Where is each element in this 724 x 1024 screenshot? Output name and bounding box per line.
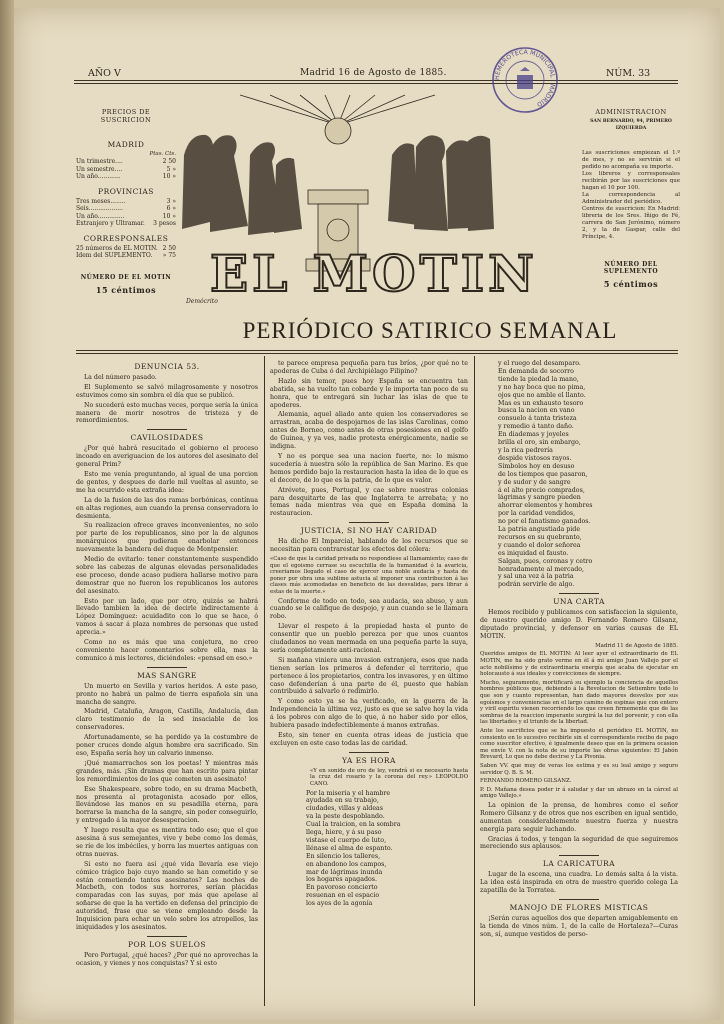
masthead-illustration [180,95,538,307]
admin-note: Los libreros y corresponsales recibirán por las suscriciones que hagan el 10 por 100. [582,171,680,191]
verse-line: en abandono los campos, [306,860,387,868]
heading-justicia: JUSTICIA, SI NO HAY CARIDAD [300,526,438,536]
verse-line: y no hay boca que no pima, [498,383,586,391]
sun-face-icon [325,118,351,144]
verse-line: Cual la traicion, en la sombra [306,821,401,829]
masthead-lettering [210,244,538,303]
heading-denuncia: DENUNCIA 53. [134,362,200,371]
price-row [76,245,176,253]
corresponsales-price-list [76,245,176,260]
manojo-text: ¡Serán curas aquellos dos que departen amigablemente en la tienda de vinos núm. 1, de la calle de Hortaleza?—Curas son, sí, aunque vestidos de perso- [480,914,678,938]
verse-line: podrán servirle de algo. [498,581,575,589]
carta-date: Madrid 11 de Agosto de 1885. [595,642,678,649]
price-value: 2 50 [162,244,176,252]
letter-paragraph: Ante los sacrificios que se ha impuesto el periódico EL MOTIN, no consiento en lo sucesivo recibirle sin el correspondiente recibo de pago como suscritor efectivo, é igualmente deseo que en la primera ocasion me envíe V. con la nota de su importe las obras siguientes: El Jabón Brevard, Lo que no debe decirse y La Pivonia. [480,727,678,761]
admin-note: Las suscriciones empiezan el 1.º de mes, y no se servirán si el pedido no acompaña su importe. [582,150,680,170]
header-rule-bottom [74,83,678,84]
column-2-continuation [270,360,468,518]
paragraph: No sucederá esto muchas veces, porque sería la única manera de morir nosotros de tristeza y de remordimientos. [76,401,258,425]
por-los-suelos-text [76,952,258,968]
verse-line: Símbolos hoy en desuso [498,462,575,470]
verse-line: y remedio á tanto daño. [498,423,574,431]
verse-line: En diademas y joyeles [498,431,569,439]
separator [147,667,187,668]
price-label: Un año.............. [76,212,125,220]
price-row [76,252,176,260]
mas-sangre-text [76,683,258,932]
heading-manojo: MANOJO DE FLORES MISTICAS [509,902,649,912]
page-title: PERIÓDICO SATIRICO SEMANAL [242,318,618,343]
header-number: NÚM. 33 [606,68,651,79]
paragraph: Madrid, Cataluña, Aragon, Castilla, Andalucía, dan claro testimonio de la sed insaciable de los conservadores. [76,708,258,732]
paragraph: Y luego resulta que es mentira todo eso; que el que asesina á sus semejantes, vive y bebe como los demás, se ríe de los imbéciles, y borra las muertes antiguas con otras nuevas. [76,827,258,858]
price-row [76,173,176,181]
paragraph: Alemania, aquel aliado ante quien los conservadores se arrastran, acaba de despojarnos de las islas Carolinas, como antes de Borneo, como antes de otras posesiones en el golfo de Guinea, y ya ves, nadie protesta enérgicamente, nadie se indigna. [270,411,468,451]
paragraph: Llevar el respeto á la propiedad hasta el punto de consentir que un pueblo perezca por que unos cuantos ciudadanos no vean mermada en una pequeña parte la suya, sería completamente anti-racional. [270,623,468,654]
price-value: 3 pesos [153,220,176,227]
price-value: 6 » [166,205,176,212]
paragraph: La de la fusion de las dos ramas borbónicas, contínua en altas regiones, aun cuando la prensa conservadora lo desmienta. [76,496,258,520]
price-label: Tres meses........ [76,197,126,205]
heading-la-caricatura: LA CARICATURA [542,859,616,869]
price-label: Un año............ [76,173,121,180]
letter-paragraph: Saben VV. que muy de veras los estima y es su leal amigo y seguro servidor Q. B. S. M. [480,762,678,776]
paragraph: Esto me venía preguntando, al igual de una porcion de gentes, y despues de darle mil vueltas al asunto, se me ha ocurrido esta extraña idea: [76,470,258,494]
prices-madrid: MADRID [107,140,145,149]
price-row [76,166,176,174]
heading-por-los-suelos: POR LOS SUELOS [127,939,207,949]
title-rule [76,350,678,351]
column-2 [270,360,468,908]
verse-line: por la caridad vendidos, [498,510,576,518]
paragraph: Y no es porque sea una nacion fuerte, no: lo mismo sucedería á nuestra sólo la república de San Marino. Es que hemos perdido bajo la restauracion hasta la idea de lo que es el decoro, de lo que es la patria, de lo que es valor. [270,452,468,484]
paragraph: Medio de evitarlo: tener constantemente suspendido sobre las cabezas de algunas elevadas personalidades ese proceso, donde acaso pudiera hallarse motivo para demostrar que no fueron los republicanos los autores del asesinato. [76,556,258,595]
paragraph: Si mañana viniera una invasion extranjera, esos que nada tienen serían los primeros á defender el territorio, que pertenece á los propietarios, contra los invasores, y en último caso defenderían á una parte de él, puesto que habían contribuido á salvarlo ó redimirlo. [270,656,468,696]
paragraph: Esto, sin tener en cuenta otras ideas de justicia que excluyen en este caso todas las de caridad. [270,732,468,747]
column-1 [76,360,258,970]
verse-line: llénase el alma de espanto. [306,844,393,852]
separator [349,522,389,523]
heading-mas-sangre: MAS SANGRE [137,670,197,680]
verse-line: y sal una vez á la patria [498,573,574,581]
separator [147,936,187,937]
paragraph: Conforme de todo en todo, sea audacia, sea abuso, y aun cuando se le califique de despojo, y aun cuando se le llamara robo. [270,597,468,621]
price-row [76,213,176,221]
paragraph: Atrévete, pues, Portugal, y cae sobre nuestras colonias para desquitarte de las que Inglaterra te arrebata; y no temas nada mientras vea que en España domina la restauracion. [270,486,468,518]
separator [559,855,599,856]
verse-line: lágrimas y sangre pueden [498,494,581,502]
verse-line: y cuando el dolor señorea [498,541,581,549]
letter-paragraph: P. D. Mañana desea poder ir á saludar y dar un abrazo en la cárcel al amigo Vallejo.» [480,786,678,800]
verse-line: Salgan, pues, coronas y cetro [498,557,593,565]
letter-paragraph: Queridos amigos de EL MOTIN: Al leer ayer el extraordinario de EL MOTIN, me ha sido grato verme en él á mi amigo Juan Vallejo por el acto nobilísimo y de extraordinaria energía que acaba de ejecutar en holocausto á sus ideales y convicciones de siempre. [480,651,678,678]
number-price-label: NÚMERO DE EL MOTIN [80,273,172,281]
verse-line: á el alto precio comprados, [498,486,585,494]
price-value: 3 » [166,197,176,205]
verse-line: Mas es un exhausto tesoro [498,399,584,407]
verse-line: consuelo á tanta tristeza [498,415,577,423]
verse-line: resuenan en el espacio [306,892,380,900]
column-rule-1 [264,356,265,1006]
paragraph: ¿Por qué habrá resucitado el gobierno el proceso incoado en averiguacion de los autores del asesinato del general Prim? [76,445,258,469]
verse-line: no por el fanatismo ganados. [498,518,591,526]
paragraph: te parece empresa pequeña para tus bríos, ¿por qué no te apoderas de Cuba ó del Archipiélago Filipino? [270,360,468,375]
paragraph: ¡Qué mamarrachos son los poetas! Y mientras más grandes, más. ¡Sin dramas que han escrito para pintar los remordimientos de los que cometen un asesinato! [76,759,258,783]
verse-line: En silencio los talleres, [306,852,381,860]
carta-after [480,802,678,851]
price-label: Extranjero y Ultramar. [76,220,145,227]
price-label: 25 números de EL MOTIN. [76,244,158,252]
paragraph: La opinion de la prensa, de hombres como el señor Romero Gilsanz y de otros que nos escriben en igual sentido, aumentan considerablemente nuestra fuerza y nuestra energía para seguir luchando. [480,801,678,833]
supl-price-label: NÚMERO DEL SUPLEMENTO [603,261,659,275]
poem-continuation [480,360,678,589]
prices-corresponsales: CORRESPONSALES [83,233,169,243]
paragraph: Gracias á todos, y tengan la seguridad de que seguiremos mereciendo sus aplausos. [480,835,678,851]
column-3 [480,360,678,941]
svg-text:EL MOTIN: EL MOTIN [210,244,538,303]
separator [559,899,599,900]
price-value: 10 » [162,212,176,220]
price-value: 5 » [166,165,176,173]
paragraph: La del número pasado. [84,373,157,381]
paragraph: Ese Shakespeare, sobre todo, en su drama Macbeth, nos presenta al protagonista acosado por ellos, llevándose las manos en su pesadilla eterna, para borrarse la mancha de la sangre, sin poder conseguirlo, y entregado á la mayor desesperacion. [76,785,258,825]
paragraph: Su realizacion ofrece graves inconvenientes, no solo por parte de los republicanos, sino por la de algunos monárquicos que pudieran enarbolar entonces nuevamente la bandera del duque de Montpensier. [76,522,258,554]
verse-line: honradamente al mercado, [498,565,585,573]
verse-line: los ayes de la agonía [306,900,373,908]
verse-line: es iniquidad el fausto. [498,549,569,557]
provincias-price-list [76,198,176,228]
verse-line: llega, hiere, y á su paso [306,829,382,837]
verse-line: ojos que no amble el llanto. [498,391,586,399]
column-rule-2 [474,356,475,1006]
verse-line: va la peste despoblando. [306,813,385,821]
price-label: Seis.................. [76,205,123,212]
verse-line: ayudada en su trabajo, [306,797,379,805]
header-year: AÑO V [88,68,121,79]
price-row [76,198,176,206]
prices-heading: PRECIOS DE SUSCRICION [100,108,152,124]
supl-price: 5 céntimos [603,279,659,289]
masthead-signature: Demócrito [186,298,218,305]
header-date: Madrid 16 de Agosto de 1885. [300,68,447,78]
library-stamp-icon [490,45,560,115]
verse-line: de los tiempos que pasaron, [498,470,588,478]
caricatura-text: Lugar de la escena, una cuadra. Lo demás salta á la vista. La idea está inspirada en otra de nuestro querido colega La zapatilla de la Torratea. [480,871,678,895]
separator [349,752,389,753]
justicia-text [270,598,468,748]
price-label: Un semestre.... [76,165,123,173]
verse-line: recursos en su quebranto, [498,533,582,541]
letter-paragraph: FERNANDO ROMERO GILSANZ. [480,778,572,785]
prices-currency: Ptas. Cts. [149,151,176,157]
verse-line: despide vistosos rayos. [498,454,572,462]
verse-line: En pavoroso concierto [306,884,378,892]
paragraph: Si esto no fuera así ¿qué vida llevaría ese viejo cómico trágico bajo cuyo mando se han cometido y se están cometiendo tantos asesinatos? Las noches de Macbeth, con todos sus horrores, serían plácidas comparadas con las suyas, por más que apelase al soñarse de que la ha vertido en defensa del principio de autoridad, frase que se viene empleando desde la Inquisicion para echar un velo sobre los atropellos, las iniquidades y los asesinatos. [76,860,258,931]
cavilosidades-text [76,445,258,663]
verse-line: En demanda de socorro [498,367,574,375]
verse-line: ciudades, villas y aldeas [306,805,384,813]
price-value: 2 50 [162,158,176,165]
paragraph: Esto por un lado, que por otro, quizás se habrá llevado tambien la idea de decirle indirectamente á López Dominguez: acuidadito con lo que se hace, ó vamos á sacar á plaza nombres de personas que usted aprecia.» [76,597,258,637]
justicia-quote: «Caso de que la caridad privada no respondiese al llamamiento; caso de que el egoismo cerrase su escuchilla de la humanidad ó la avaricia, creeriamos llegado el caso de ejercer una noble audacia y hasta de poner por obra una sublime astucia al imponer una contribucion á las clases más acomodadas en beneficio de las desvalidas, para librar á estas de la muerte.» [270,555,468,595]
verse-line: busca la nacion en vano [498,407,575,415]
madrid-price-list [76,158,176,181]
heading-una-carta: UNA CARTA [553,597,605,607]
verse-line: y la rica pedrería [498,446,553,454]
separator [147,429,187,430]
price-row [76,205,176,213]
paragraph: Pero Portugal, ¿qué haces? ¿Por qué no aprovechas la ocasion, y vienes y nos conquistas? Y si esto [76,951,258,967]
verse-line: Por la miseria y el hambre [306,789,391,797]
title-rule-2 [76,353,678,354]
verse-line: vistase el cuerpo de luto, [306,836,387,844]
paragraph: Un muerto en Sevilla y varios heridos. A este paso, pronto no habrá un palmo de tierra española sin una mancha de sangre. [76,682,258,706]
verse-line: tiende la piedad la mano, [498,375,579,383]
paragraph: Como no es más que una conjetura, no creo conveniente hacer comentarios sobre ella, mas la comunico á mis lectores, diciéndoles: «pensad en eso.» [76,639,258,662]
admin-address: SAN BERNARDO, 94, PRIMERO IZQUIERDA [590,119,672,131]
price-row [76,158,176,166]
price-value: 10 » [162,173,176,180]
book-spine [0,0,14,1024]
verse-line: los hogares apagados. [306,876,378,884]
admin-notes [582,150,680,241]
ya-es-hora-epigraph: «Y en sonido de oro de ley, vendrá si es necesario hasta la cruz del rosario y la corona del rey.» LEOPOLDO CANO. [310,767,468,787]
heading-cavilosidades: CAVILOSIDADES [130,433,204,443]
paragraph: Hazlo sin temor, pues hoy España se encuentra tan abatida, se ha vuelto tan cobarde y le importa tan poco de su honra, que te entregará sin luchar las islas de que te apoderes. [270,377,468,409]
separator [559,593,599,594]
letter-paragraph: Mucho, seguramente, mortificará su ejemplo la conciencia de aquellos hombres públicos que, debiendo á la Revolucion de Setiembre todo lo que son y cuanto representan, han dado mayores desvelos por sus egoísmos y conveniencias en el largo camino de espinas que con entero y viril espíritu vienen recorriendo los que creen firmemente que de las sombras de la reaccion imperante surgirá la luz del porvenir, y con ella las libertades y el triunfo de la libertad. [480,679,678,726]
justicia-intro: Ha dicho El Imparcial, hablando de los recursos que se necesitan para contrarestar los efectos del cólera: [270,538,468,554]
verse-line: La patria angustiada pide [498,526,581,534]
verse-line: y de sudor y de sangre [498,478,571,486]
denuncia-text [76,374,258,425]
admin-note: Centros de suscricion: En Madrid: libreria de los Sres. Iñigo de Fé, carrera de San Jerónimo, número 2, y la de Gaspar, calle del Príncipe, 4. [582,206,680,240]
verse-line: y el ruego del desamparo. [498,360,581,367]
paragraph: El Suplemento se salvó milagrosamente y nosotros estuvimos como sin sombra el día que se publicó. [76,383,258,399]
prices-provincias: PROVINCIAS [98,186,154,196]
admin-heading: ADMINISTRACION [595,108,667,116]
price-label: Un trimestre.... [76,158,123,165]
verse-line: brilla el oro, sin embargo, [498,439,581,447]
paragraph: Y como esto ya se ha verificado, en la guerra de la Independencia la última vez, justo es que se salve hoy la vida á los pobres con algo de lo que, á no haber sido por ellos, hubiera pasado indefectiblemente á manos extrañas. [270,698,468,730]
number-price: 15 céntimos [95,284,157,295]
heading-ya-es-hora: YA ES HORA [342,755,396,765]
paragraph: Afortunadamente, se ha perdido ya la costumbre de poner cruces donde algun hombre era sacrificado. Sin eso, España sería hoy un calvario inmenso. [76,734,258,757]
ya-es-hora-verse [270,790,468,909]
carta-intro: Hemos recibido y publicamos con satisfaccion la siguiente, de nuestro querido amigo D. Fernando Romero Gilsanz, diputado provincial, y defensor en varias causas de EL MOTIN. [480,609,678,640]
header-rule-top [74,80,678,81]
admin-note: La correspondencia al Administrador del periódico. [582,192,680,205]
stamp-text: HEMEROTECA MUNICIPAL · MADRID [493,48,557,108]
prices-box [76,108,176,295]
admin-box [582,108,680,289]
price-label: Idem del SUPLEMENTO. [76,252,153,259]
price-row [76,220,176,228]
price-value: » 75 [162,252,176,259]
verse-line: ahorrar elementos y hombres [498,502,593,510]
verse-line: mar de lágrimas inunda [306,868,383,876]
carta-body [480,651,678,799]
